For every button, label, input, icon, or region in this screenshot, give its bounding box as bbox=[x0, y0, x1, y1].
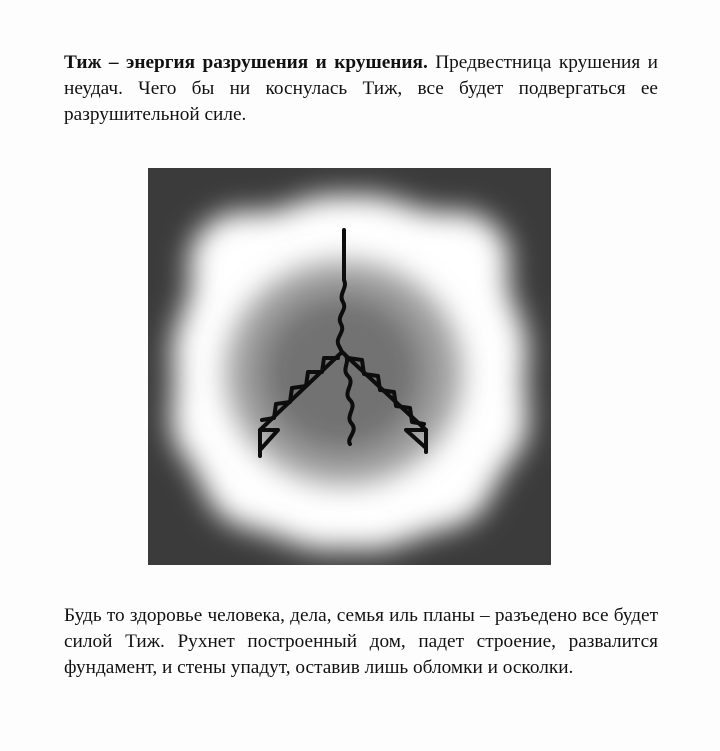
paragraph-tizh-effect bbox=[64, 603, 658, 681]
paragraph-lead-bold: Тиж – энергия разрушения и крушения. bbox=[64, 52, 428, 73]
rune-drawing bbox=[148, 168, 551, 565]
paragraph-body: Предвестница крушения и неудач. Чего бы ни коснулась Тиж, все будет подвергаться ее разрушительной силе. bbox=[64, 52, 658, 125]
tizh-rune-illustration bbox=[148, 168, 551, 565]
paragraph-body: Будь то здоровье человека, дела, семья иль планы – разъедено все будет силой Тиж. Рухнет построенный дом, падет строение, развалится фундамент, и стены упадут, оставив лишь обломки и осколки. bbox=[64, 605, 658, 678]
paragraph-tizh-description bbox=[64, 50, 658, 128]
cropped-text-fragment bbox=[118, 0, 448, 4]
